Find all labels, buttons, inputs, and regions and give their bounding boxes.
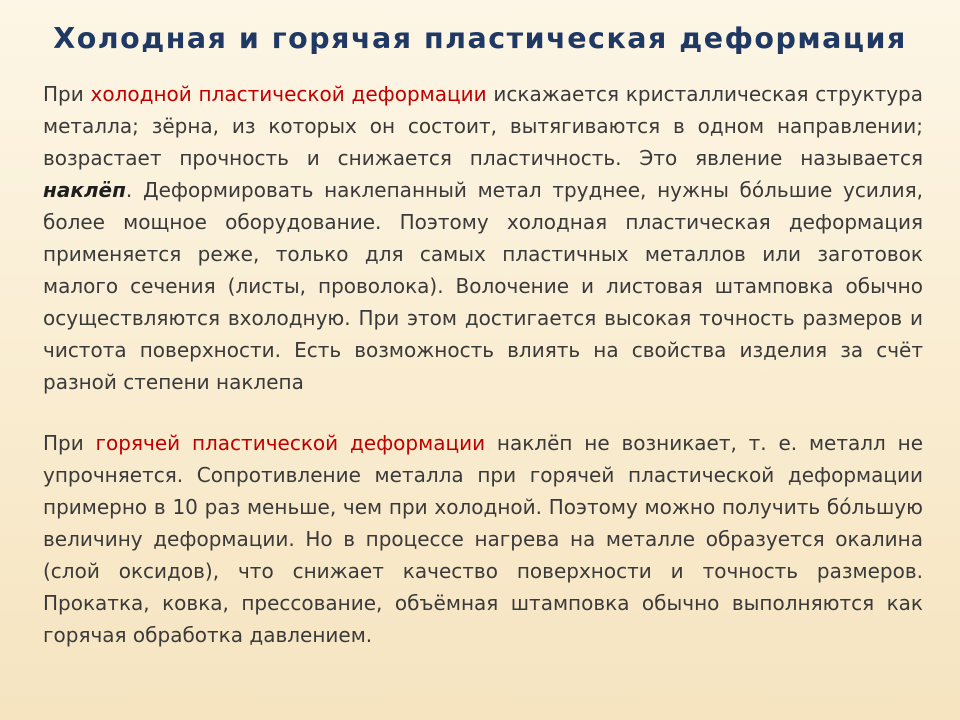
work-hardening-term: наклёп xyxy=(43,178,126,202)
paragraph-text: искажается кристаллическая структура металла; зёрна, из которых он состоит, вытягиваются в одном направлении; возрастает прочность и снижается пластичность. Это явление называется xyxy=(43,82,923,170)
hot-deformation-paragraph xyxy=(43,427,923,651)
paragraph-text: При xyxy=(43,431,96,455)
paragraph-text: При xyxy=(43,82,91,106)
cold-deformation-paragraph xyxy=(43,78,923,398)
cold-deformation-term: холодной пластической деформации xyxy=(90,82,487,106)
slide-title: Холодная и горячая пластическая деформация xyxy=(53,22,907,55)
paragraph-text: наклёп не возникает, т. е. металл не упрочняется. Сопротивление металла при горячей пластической деформации примерно в 10 раз меньше, чем при холодной. Поэтому можно получить бóльшую величину деформации. Но в процессе нагрева на металле образуется окалина (слой оксидов), что снижает качество поверхности и точность размеров. Прокатка, ковка, прессование, объёмная штамповка обычно выполняются как горячая обработка давлением. xyxy=(43,431,923,647)
paragraph-text: . Деформировать наклепанный метал труднее, нужны бóльшие усилия, более мощное оборудование. Поэтому холодная пластическая деформация применяется реже, только для самых пластичных металлов или заготовок малого сечения (листы, проволока). Волочение и листовая штамповка обычно осуществляются вхолодную. При этом достигается высокая точность размеров и чистота поверхности. Есть возможность влиять на свойства изделия за счёт разной степени наклепа xyxy=(43,178,923,394)
hot-deformation-term: горячей пластической деформации xyxy=(95,431,486,455)
